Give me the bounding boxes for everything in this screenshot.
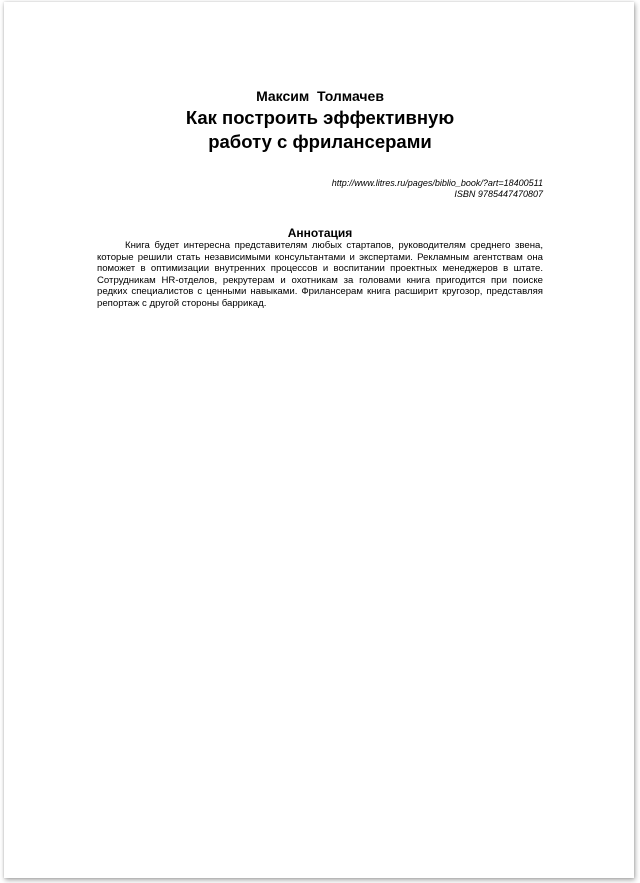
book-title [0, 106, 640, 154]
book-author: Максим Толмачев [256, 88, 384, 104]
annotation-heading: Аннотация [287, 226, 353, 240]
source-url: http://www.litres.ru/pages/biblio_book/?art=18400511 [331, 178, 543, 188]
isbn: ISBN 9785447470807 [454, 189, 543, 199]
book-title-line-1: Как построить эффективную [185, 107, 455, 128]
book-metadata [332, 178, 543, 200]
annotation-text: Книга будет интересна представителям любых стартапов, руководителям среднего звена, которые решили стать независимыми консультантами и экспертами. Рекламным агентствам она поможет в оптимизации внутренних процессов и воспитании проектных менеджеров в штате. Сотрудникам HR-отделов, рекрутерам и охотникам за головами книга пригодится при поиске редких специалистов с ценными навыками. Фрилансерам книга расширит кругозор, представляя репортаж с другой стороны баррикад. [97, 240, 543, 309]
book-title-line-2: работу с фрилансерами [208, 131, 432, 152]
